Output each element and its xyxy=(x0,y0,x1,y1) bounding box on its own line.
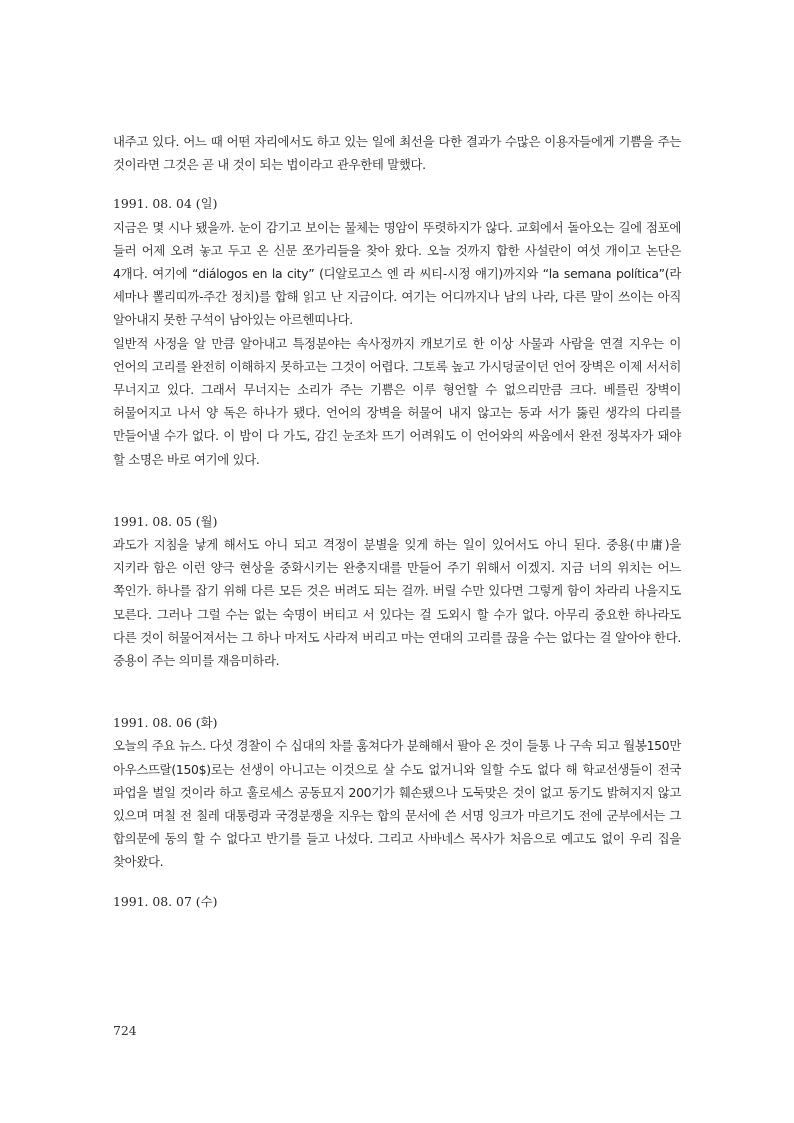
diary-entry-0806 xyxy=(113,711,681,873)
spacer xyxy=(113,874,681,890)
intro-paragraph: 내주고 있다. 어느 때 어떤 자리에서도 하고 있는 일에 최선을 다한 결과가 수많은 이용자들에게 기쁨을 주는 것이라면 그것은 곧 내 것이 되는 법이라고 관우한테 말했다. xyxy=(113,134,681,173)
entry-paragraph: 과도가 지침을 낳게 해서도 아니 되고 격정이 분별을 잊게 하는 일이 있어서도 아니 된다. 중용(中庸)을 지키라 함은 이런 양극 현상을 중화시키는 완충지대를 만들어 주기 위해서 이겠지. 지금 너의 위치는 어느 쪽인가. 하나를 잡기 위해 다른 모든 것은 버려도 되는 걸까. 버릴 수만 있다면 그렇게 함이 차라리 나을지도 모른다. 그러나 그럴 수는 없는 숙명이 버티고 서 있다는 걸 도외시 할 수가 없다. 아무리 중요한 하나라도 다른 것이 허물어져서는 그 하나 마저도 사라져 버리고 마는 연대의 고리를 끊을 수는 없다는 걸 알아야 한다. 중용이 주는 의미를 재음미하라. xyxy=(113,537,681,669)
spacer xyxy=(113,176,681,192)
entry-paragraph: 일반적 사정을 알 만큼 알아내고 특정분야는 속사정까지 캐보기로 한 이상 사물과 사람을 연결 지우는 이 언어의 고리를 완전히 이해하지 못하고는 그것이 어렵다. 그토록 높고 가시덩굴이던 언어 장벽은 이제 서서히 무너지고 있다. 그래서 무너지는 소리가 주는 기쁨은 이루 형언할 수 없으리만큼 크다. 베를린 장벽이 허물어지고 나서 양 독은 하나가 됐다. 언어의 장벽을 허물어 내지 않고는 동과 서가 뚫린 생각의 다리를 만들어낼 수가 없다. 이 밤이 다 가도, 감긴 눈조차 뜨기 어려워도 이 언어와의 싸움에서 완전 정복자가 돼야 할 소명은 바로 여기에 있다. xyxy=(113,335,681,467)
diary-entry-0805 xyxy=(113,510,681,672)
diary-entry-0804 xyxy=(113,192,681,470)
entry-paragraph: 오늘의 주요 뉴스. 다섯 경찰이 수 십대의 차를 훔쳐다가 분해해서 팔아 온 것이 들통 나 구속 되고 월봉150만 아우스뜨랄(150$)로는 선생이 아니고는 이것으로 살 수도 없거니와 일할 수도 없다 해 학교선생들이 전국 파업을 벌일 것이라 하고 훌로세스 공동묘지 200기가 훼손됐으나 도둑맞은 것이 없고 동기도 밝혀지지 않고 있으며 며칠 전 칠레 대통령과 국경분쟁을 지우는 합의 문서에 쓴 서명 잉크가 마르기도 전에 군부에서는 그 합의문에 동의 할 수 없다고 반기를 들고 나섰다. 그리고 사바네스 목사가 처음으로 예고도 없이 우리 집을 찾아왔다. xyxy=(113,738,681,870)
spacer xyxy=(113,672,681,711)
page-number: 724 xyxy=(113,1023,137,1038)
document-body xyxy=(113,130,681,913)
entry-date: 1991. 08. 05 (월) xyxy=(113,513,218,529)
entry-date: 1991. 08. 07 (수) xyxy=(113,893,218,909)
diary-entry-0807 xyxy=(113,890,681,913)
entry-paragraph: 지금은 몇 시나 됐을까. 눈이 감기고 보이는 물체는 명암이 뚜렷하지가 않다. 교회에서 돌아오는 길에 점포에 들러 어제 오려 놓고 두고 온 신문 쪼가리들을 찾아 왔다. 오늘 것까지 합한 사설란이 여섯 개이고 논단은 4개다. 여기에 “diálogos en la city” (디알로고스 엔 라 씨티-시정 얘기)까지와 “la semana política”(라 세마나 뽈리띠까-주간 정치)를 합해 읽고 난 지금이다. 여기는 어디까지나 남의 나라, 다른 말이 쓰이는 아직 알아내지 못한 구석이 남아있는 아르헨띠나다. xyxy=(113,219,681,328)
entry-date: 1991. 08. 06 (화) xyxy=(113,715,218,731)
entry-date: 1991. 08. 04 (일) xyxy=(113,196,218,212)
spacer xyxy=(113,471,681,510)
